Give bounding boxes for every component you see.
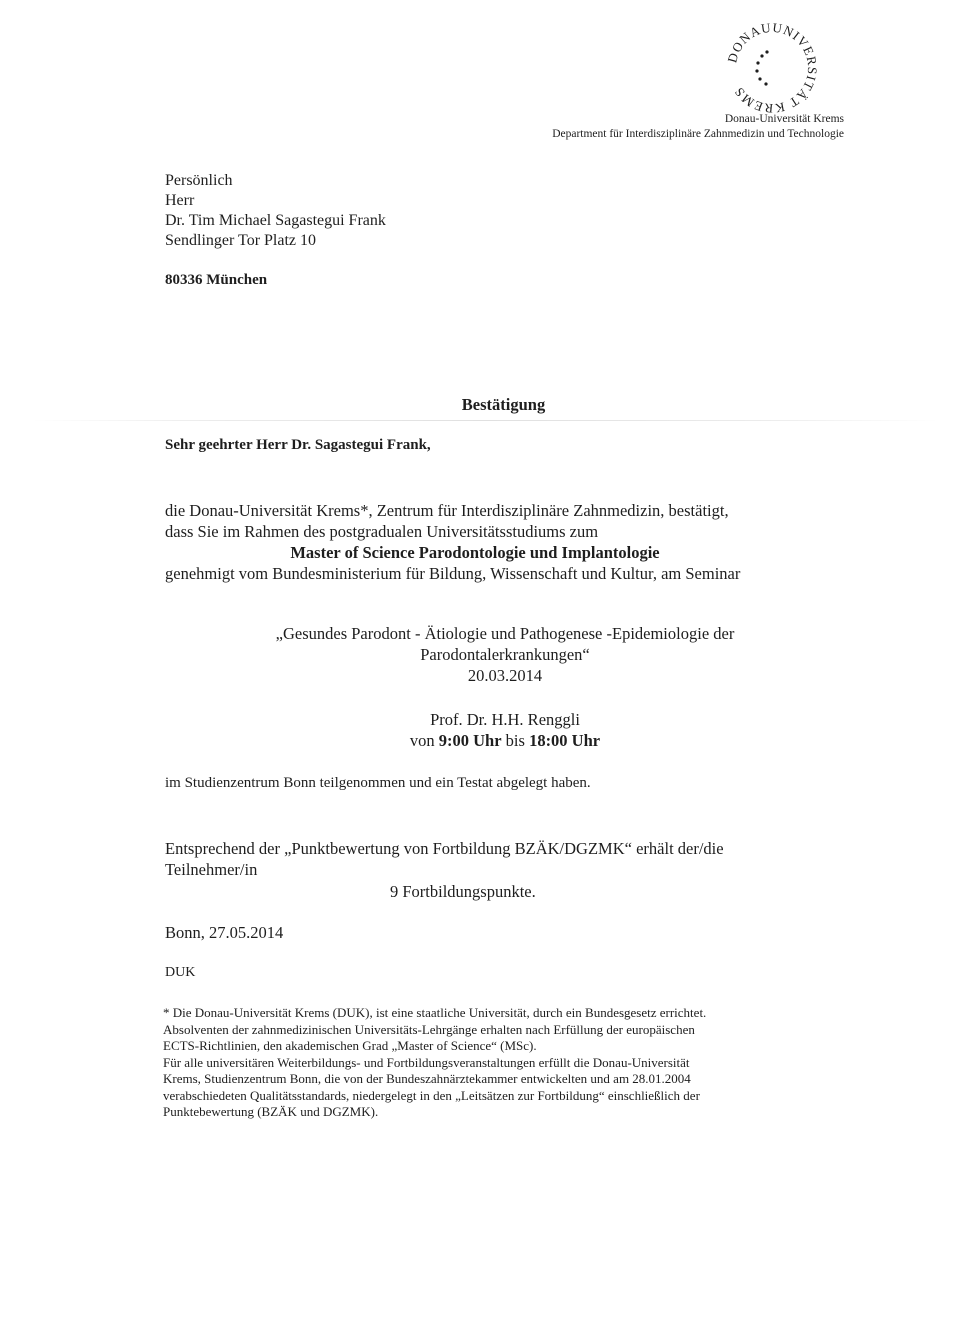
seminar-date: 20.03.2014: [467, 666, 543, 685]
footnote-line: Absolventen der zahnmedizinischen Universitäts-Lehrgänge erhalten nach Erfüllung der europäischen: [163, 1021, 695, 1037]
points-line: Entsprechend der „Punktbewertung von Fortbildung BZÄK/DGZMK“ erhält der/die: [165, 839, 724, 858]
recipient-city: 80336 München: [165, 272, 268, 288]
address-line: Dr. Tim Michael Sagastegui Frank: [165, 212, 386, 229]
points-value: 9 Fortbildungspunkte.: [390, 882, 536, 901]
address-line: Persönlich: [165, 172, 233, 189]
seminar-title: Parodontalerkrankungen“: [420, 645, 590, 664]
intro-line: genehmigt vom Bundesministerium für Bildung, Wissenschaft und Kultur, am Seminar: [165, 564, 741, 583]
document-title: Bestätigung: [461, 395, 546, 414]
letterhead-institution: [552, 112, 844, 142]
seminar-time: [165, 730, 845, 751]
participation-text: im Studienzentrum Bonn teilgenommen und ein Testat abgelegt haben.: [165, 775, 591, 791]
lecturer-block: [165, 709, 845, 751]
footnote-line: Für alle universitären Weiterbildungs- und Fortbildungsveranstaltungen erfüllt die Donau-Universität: [163, 1054, 690, 1070]
intro-line: die Donau-Universität Krems*, Zentrum für Interdisziplinäre Zahnmedizin, bestätigt,: [165, 501, 729, 520]
department-name: Department für Interdisziplinäre Zahnmedizin und Technologie: [552, 128, 844, 140]
address-line: Herr: [165, 192, 195, 209]
program-name: Master of Science Parodontologie und Implantologie: [290, 543, 660, 562]
address-line: Sendlinger Tor Platz 10: [165, 232, 317, 249]
points-paragraph: [165, 838, 825, 880]
footnote-line: Krems, Studienzentrum Bonn, die von der Bundeszahnärztekammer entwickelten und am 28.01.2004: [163, 1071, 691, 1086]
footnote-line: ECTS-Richtlinien, den akademischen Grad „Master of Science“ (MSc).: [163, 1038, 537, 1053]
lecturer: Prof. Dr. H.H. Renggli: [430, 710, 580, 729]
seminar-title: „Gesundes Parodont - Ätiologie und Pathogenese -Epidemiologie der: [275, 624, 735, 643]
intro-paragraph: [165, 500, 825, 584]
signature: DUK: [165, 965, 196, 980]
intro-line: dass Sie im Rahmen des postgradualen Universitätsstudiums zum: [165, 522, 599, 541]
institution-name: Donau-Universität Krems: [724, 113, 844, 125]
footnote: [163, 1005, 833, 1121]
time-prefix: von: [409, 731, 439, 750]
time-from: 9:00 Uhr: [438, 731, 502, 750]
footnote-line: Punktebewertung (BZÄK und DGZMK).: [163, 1104, 379, 1119]
place-date: Bonn, 27.05.2014: [165, 923, 284, 942]
footnote-line: verabschiedeten Qualitätsstandards, niedergelegt in den „Leitsätzen zur Fortbildung“ einschließlich der: [163, 1087, 700, 1103]
salutation: Sehr geehrter Herr Dr. Sagastegui Frank,: [165, 437, 431, 453]
university-logo: [722, 18, 822, 118]
footnote-line: * Die Donau-Universität Krems (DUK), ist eine staatliche Universität, durch ein Bundesgesetz errichtet.: [163, 1005, 707, 1020]
recipient-address: [165, 171, 386, 251]
points-line: Teilnehmer/in: [165, 860, 258, 879]
seminar-block: [165, 623, 845, 686]
svg-text:DONAUUNIVERSITÄT KREMS: DONAUUNIVERSITÄT KREMS: [724, 19, 821, 117]
scan-artifact-line: [30, 420, 940, 421]
time-mid: bis: [501, 731, 530, 750]
time-to: 18:00 Uhr: [529, 731, 601, 750]
